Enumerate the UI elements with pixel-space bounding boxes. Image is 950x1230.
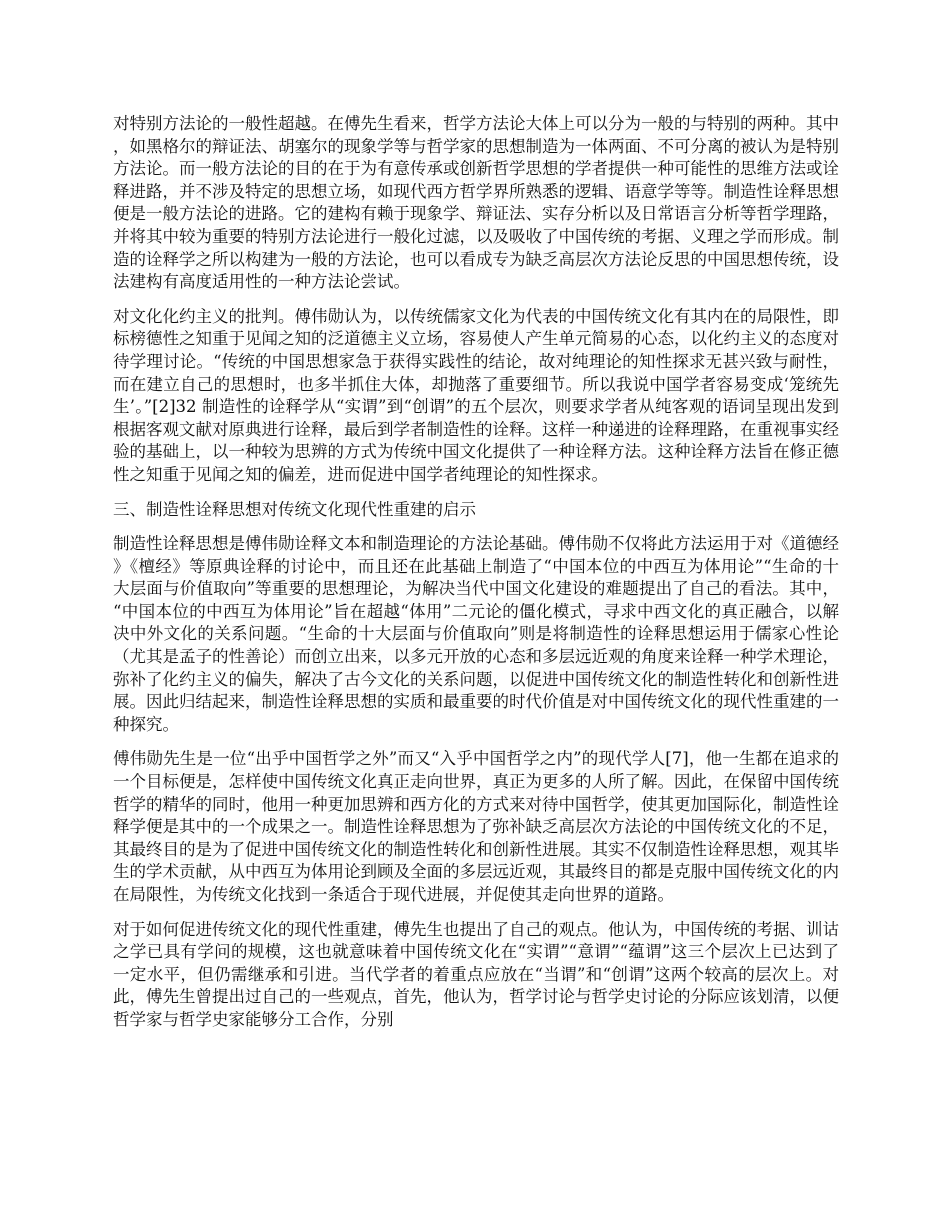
paragraph-creative-hermeneutics: 制造性诠释思想是傅伟勋诠释文本和制造理论的方法论基础。傅伟勋不仅将此方法运用于对《道德经》《檀经》等原典诠释的讨论中，而且还在此基础上制造了“中国本位的中西互为体用论”“生命的十大层面与价值取向”等重要的思想理论，为解决当代中国文化建设的难题提出了自己的看法。其中，“中国本位的中西互为体用论”旨在超越“体用”二元论的僵化模式，寻求中西文化的真正融合，以解决中外文化的关系问题。“生命的十大层面与价值取向”则是将制造性的诠释思想运用于儒家心性论（尤其是孟子的性善论）而创立出来，以多元开放的心态和多层远近观的角度来诠释一种学术理论，弥补了化约主义的偏失，解决了古今文化的关系问题，以促进中国传统文化的制造性转化和创新性进展。因此归结起来，制造性诠释思想的实质和最重要的时代价值是对中国传统文化的现代性重建的一种探究。 [113,534,839,734]
paragraph-modern-reconstruction: 对于如何促进传统文化的现代性重建，傅先生也提出了自己的观点。他认为，中国传统的考据、训诂之学已具有学问的规模，这也就意味着中国传统文化在“实谓”“意谓”“蕴谓”这三个层次上已达到了一定水平，但仍需继承和引进。当代学者的着重点应放在“当谓”和“创谓”这两个较高的层次上。对此，傅先生曾提出过自己的一些观点，首先，他认为，哲学讨论与哲学史讨论的分际应该划清，以便哲学家与哲学史家能够分工合作，分别 [113,919,839,1029]
paragraph-reductionism-critique: 对文化化约主义的批判。傅伟勋认为，以传统儒家文化为代表的中国传统文化有其内在的局限性，即标榜德性之知重于见闻之知的泛道德主义立场，容易使人产生单元简易的心态，以化约主义的态度对待学理讨论。“传统的中国思想家急于获得实践性的结论，故对纯理论的知性探求无甚兴致与耐性，而在建立自己的思想时，也多半抓住大体，却抛落了重要细节。所以我说中国学者容易变成‘笼统先生’。”[2]32 制造性的诠释学从“实谓”到“创谓”的五个层次，则要求学者从纯客观的语词呈现出发到根据客观文献对原典进行诠释，最后到学者制造性的诠释。这样一种递进的诠释理路，在重视事实经验的基础上，以一种较为思辨的方式为传统中国文化提供了一种诠释方法。这种诠释方法旨在修正德性之知重于见闻之知的偏差，进而促进中国学者纯理论的知性探求。 [113,306,839,484]
document-page [113,113,839,1044]
section-heading: 三、制造性诠释思想对传统文化现代性重建的启示 [113,499,476,519]
paragraph-methodology: 对特别方法论的一般性超越。在傅先生看来，哲学方法论大体上可以分为一般的与特别的两种。其中，如黑格尔的辩证法、胡塞尔的现象学等与哲学家的思想制造为一体两面、不可分离的被认为是特别方法论。而一般方法论的目的在于为有意传承或创新哲学思想的学者提供一种可能性的思维方法或诠释进路，并不涉及特定的思想立场，如现代西方哲学界所熟悉的逻辑、语意学等等。制造性诠释思想便是一般方法论的进路。它的建构有赖于现象学、辩证法、实存分析以及日常语言分析等哲学理路，并将其中较为重要的特别方法论进行一般化过滤，以及吸收了中国传统的考据、义理之学而形成。制造的诠释学之所以构建为一般的方法论，也可以看成专为缺乏高层次方法论反思的中国思想传统，设法建构有高度适用性的一种方法论尝试。 [113,114,839,292]
paragraph-fu-weixun-goal: 傅伟勋先生是一位“出乎中国哲学之外”而又“入乎中国哲学之内”的现代学人[7]，他一生都在追求的一个目标便是，怎样使中国传统文化真正走向世界，真正为更多的人所了解。因此，在保留中国传统哲学的精华的同时，他用一种更加思辨和西方化的方式来对待中国哲学，使其更加国际化，制造性诠释学便是其中的一个成果之一。制造性诠释思想为了弥补缺乏高层次方法论的中国传统文化的不足，其最终目的是为了促进中国传统文化的制造性转化和创新性进展。其实不仅制造性诠释思想，观其毕生的学术贡献，从中西互为体用论到顾及全面的多层远近观，其最终目的都是克服中国传统文化的内在局限性，为传统文化找到一条适合于现代进展，并促使其走向世界的道路。 [113,749,839,904]
